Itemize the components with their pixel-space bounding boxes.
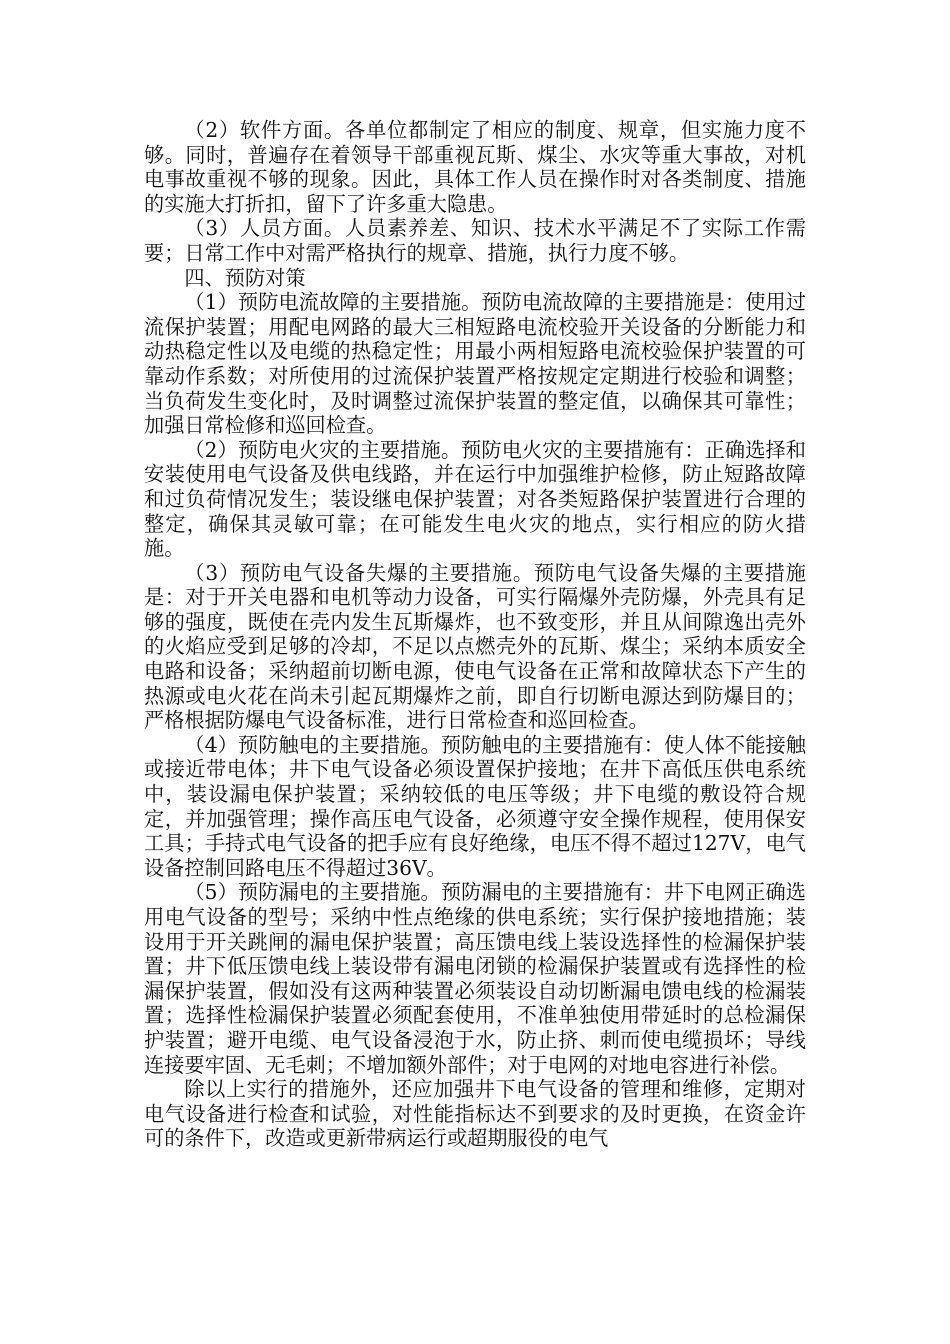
paragraph-explosion-proof: （3）预防电气设备失爆的主要措施。预防电气设备失爆的主要措施是：对于开关电器和电机等动力设备，可实行隔爆外壳防爆，外壳具有足够的强度，既使在壳内发生瓦斯爆炸，也不致变形，并且从间隙逸出壳外的火焰应受到足够的冷却，不足以点燃壳外的瓦斯、煤尘；采纳本质安全电路和设备；采纳超前切断电源，使电气设备在正常和故障状态下产生的热源或电火花在尚未引起瓦期爆炸之前，即自行切断电源达到防爆目的；严格根据防爆电气设备标准，进行日常检查和巡回检查。 [144, 560, 806, 733]
section-heading-prevention: 四、预防对策 [184, 265, 306, 290]
paragraph-software: （2）软件方面。各单位都制定了相应的制度、规章，但实施力度不够。同时，普遍存在着领导干部重视瓦斯、煤尘、水灾等重大事故，对机电事故重视不够的现象。因此，具体工作人员在操作时对各类制度、措施的实施大打折扣，留下了许多重大隐患。 [144, 118, 806, 216]
paragraph-electric-shock: （4）预防触电的主要措施。预防触电的主要措施有：使人体不能接触或接近带电体；井下电气设备必须设置保护接地；在井下高低压供电系统中，装设漏电保护装置；采纳较低的电压等级；井下电缆的敷设符合规定，并加强管理；操作高压电气设备，必须遵守安全操作规程，使用保安工具；手持式电气设备的把手应有良好绝缘，电压不得不超过127V，电气设备控制回路电压不得超过36V。 [144, 732, 806, 880]
paragraph-leakage: （5）预防漏电的主要措施。预防漏电的主要措施有：井下电网正确选用电气设备的型号；采纳中性点绝缘的供电系统；实行保护接地措施；装设用于开关跳闸的漏电保护装置；高压馈电线上装设选择性的检漏保护装置；井下低压馈电线上装设带有漏电闭锁的检漏保护装置或有选择性的检漏保护装置，假如没有这两种装置必须装设自动切断漏电馈电线的检漏装置；选择性检漏保护装置必须配套使用，不准单独使用带延时的总检漏保护装置；避开电缆、电气设备浸泡于水，防止挤、刺而使电缆损坏；导线连接要牢固、无毛刺；不增加额外部件；对于电网的对地电容进行补偿。 [144, 880, 806, 1077]
document-body [144, 118, 806, 1151]
paragraph-personnel: （3）人员方面。人员素养差、知识、技术水平满足不了实际工作需要；日常工作中对需严格执行的规章、措施，执行力度不够。 [144, 216, 806, 265]
paragraph-maintenance: 除以上实行的措施外，还应加强井下电气设备的管理和维修，定期对电气设备进行检查和试验，对性能指标达不到要求的及时更换，在资金许可的条件下，改造或更新带病运行或超期服役的电气 [144, 1077, 806, 1151]
paragraph-electrical-fire: （2）预防电火灾的主要措施。预防电火灾的主要措施有：正确选择和安装使用电气设备及供电线路，并在运行中加强维护检修，防止短路故障和过负荷情况发生；装设继电保护装置；对各类短路保护装置进行合理的整定，确保其灵敏可靠；在可能发生电火灾的地点，实行相应的防火措施。 [144, 437, 806, 561]
paragraph-current-fault: （1）预防电流故障的主要措施。预防电流故障的主要措施是：使用过流保护装置；用配电网路的最大三相短路电流校验开关设备的分断能力和动热稳定性以及电缆的热稳定性；用最小两相短路电流校验保护装置的可靠动作系数；对所使用的过流保护装置严格按规定定期进行校验和调整；当负荷发生变化时，及时调整过流保护装置的整定值，以确保其可靠性；加强日常检修和巡回检查。 [144, 290, 806, 438]
